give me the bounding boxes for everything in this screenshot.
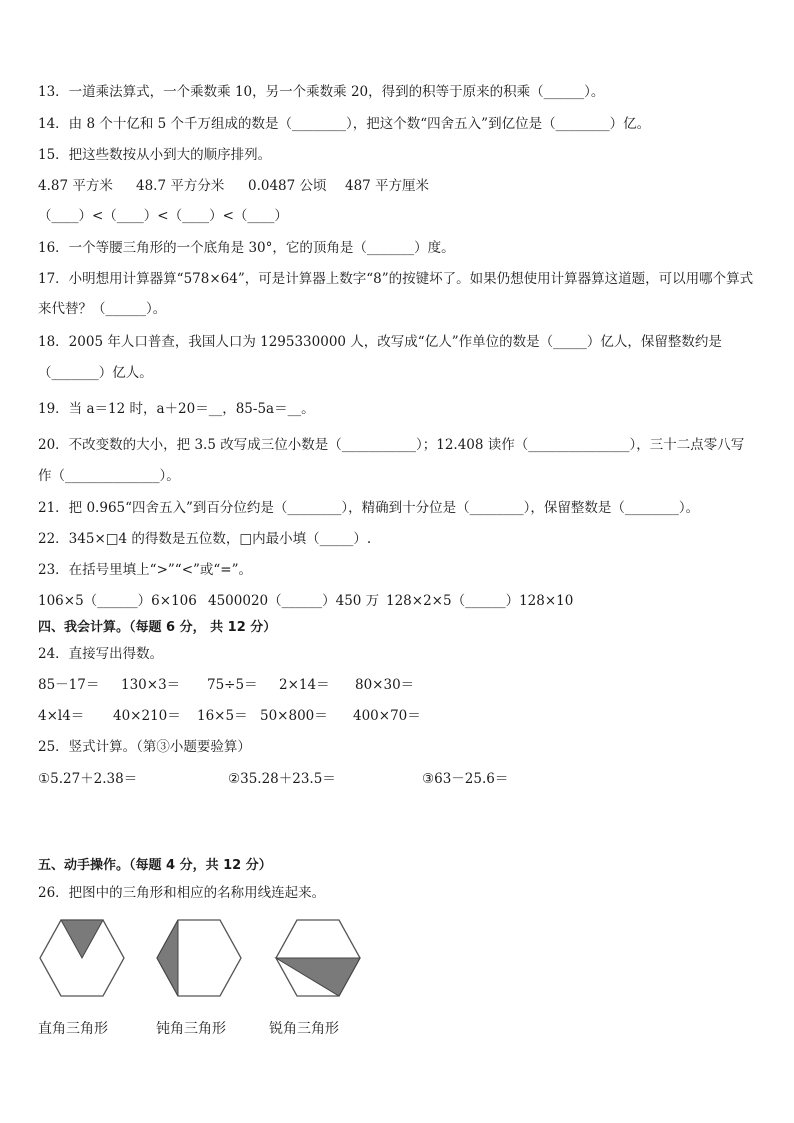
q15-order-blanks: （____）<（____）<（____）<（____）: [38, 208, 288, 224]
question-17-line1: 17．小明想用计算器算“578×64”，可是计算器上数字“8”的按键坏了。如果仍想使用计算器算这道题，可以用哪个算式: [38, 271, 754, 287]
hexagon-acute-triangle-figure: [274, 918, 362, 998]
right-triangle-label: 直角三角形: [38, 1021, 108, 1037]
acute-triangle-label: 锐角三角形: [269, 1021, 339, 1037]
calc-item: 50×800＝: [260, 708, 328, 724]
calc-item: 4×l4＝: [38, 708, 85, 724]
obtuse-triangle-label: 钝角三角形: [156, 1021, 226, 1037]
question-20-line1: 20．不改变数的大小，把 3.5 改写成三位小数是（___________）；12.408 读作（_______________），三十二点零八写: [38, 437, 745, 453]
calc-item: 80×30＝: [355, 677, 415, 693]
calc-item: 16×5＝: [197, 708, 248, 724]
calc-item: 130×3＝: [121, 677, 181, 693]
question-22: 22．345×□4 的得数是五位数，□内最小填（_____）.: [38, 531, 372, 547]
q23-item: 106×5（______）6×106: [38, 593, 197, 609]
question-25: 25．竖式计算。（第③小题要验算）: [38, 739, 251, 755]
calc-item: 85－17＝: [38, 677, 100, 693]
q15-item: 0.0487 公顷: [248, 178, 327, 194]
vertical-calc-item: ①5.27＋2.38＝: [38, 771, 138, 787]
question-18-line2: （_______）亿人。: [38, 365, 153, 381]
vertical-calc-item: ②35.28＋23.5＝: [228, 771, 336, 787]
vertical-calc-item: ③63－25.6＝: [422, 771, 509, 787]
question-14: 14．由 8 个十亿和 5 个千万组成的数是（________），把这个数“四舍五入”到亿位是（________）亿。: [38, 116, 651, 132]
hexagon-right-triangle-figure: [38, 918, 126, 998]
question-15: 15．把这些数按从小到大的顺序排列。: [38, 147, 272, 163]
question-20-line2: 作（______________）。: [38, 468, 180, 484]
q15-item: 4.87 平方米: [38, 178, 113, 194]
q23-item: 128×2×5（______）128×10: [386, 593, 574, 609]
section-5-heading: 五、动手操作。（每题 4 分，共 12 分）: [38, 858, 272, 873]
question-13: 13．一道乘法算式，一个乘数乘 10，另一个乘数乘 20，得到的积等于原来的积乘（______）。: [38, 84, 605, 100]
question-17-line2: 来代替？（______）。: [38, 301, 167, 317]
question-21: 21．把 0.965“四舍五入”到百分位约是（________），精确到十分位是（________），保留整数是（________）。: [38, 500, 700, 516]
question-16: 16．一个等腰三角形的一个底角是 30°，它的顶角是（_______）度。: [38, 240, 455, 256]
calc-item: 75÷5＝: [207, 677, 258, 693]
calc-item: 40×210＝: [113, 708, 181, 724]
calc-item: 2×14＝: [279, 677, 330, 693]
section-4-heading: 四、我会计算。（每题 6 分， 共 12 分）: [38, 620, 277, 635]
q15-item: 487 平方厘米: [345, 178, 430, 194]
question-18-line1: 18．2005 年人口普查，我国人口为 1295330000 人，改写成“亿人”作单位的数是（_____）亿人，保留整数约是: [38, 334, 722, 350]
hexagon-obtuse-triangle-figure: [155, 918, 243, 998]
q23-item: 4500020（______）450 万: [208, 593, 380, 609]
question-19: 19．当 a＝12 时，a＋20＝__，85-5a＝__。: [38, 401, 315, 417]
question-24: 24．直接写出得数。: [38, 646, 164, 662]
question-26: 26．把图中的三角形和相应的名称用线连起来。: [38, 885, 326, 901]
q15-item: 48.7 平方分米: [136, 178, 225, 194]
calc-item: 400×70＝: [353, 708, 421, 724]
question-23: 23．在括号里填上“>”“<”或“=”。: [38, 562, 253, 578]
